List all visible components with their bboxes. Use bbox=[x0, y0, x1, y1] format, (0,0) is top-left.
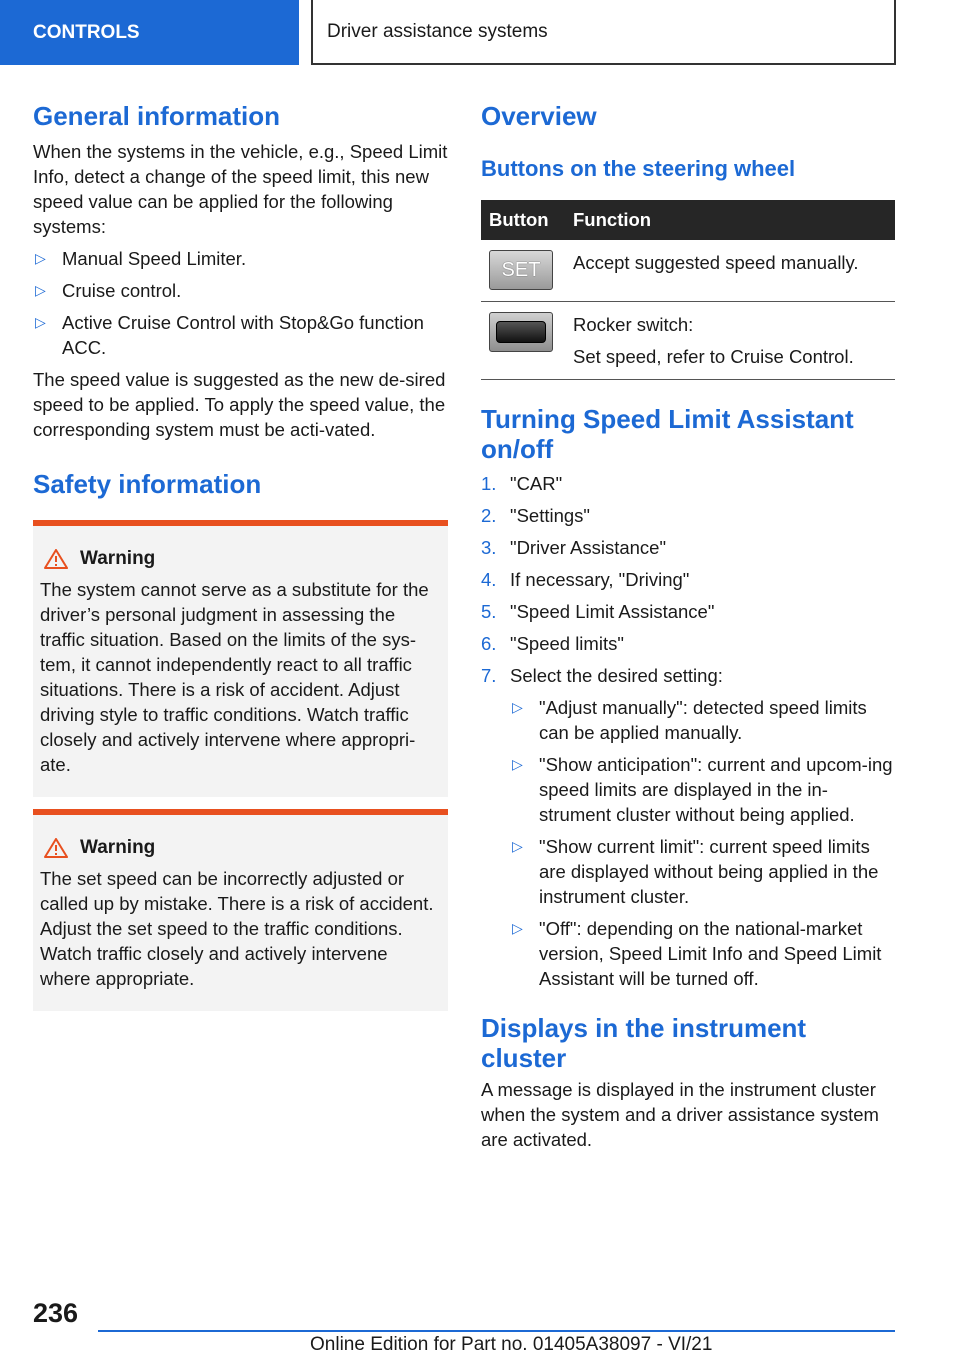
list-item: ▷ Active Cruise Control with Stop&Go function ACC. bbox=[35, 312, 424, 358]
section-tab bbox=[0, 0, 299, 65]
general-outro: The speed value is suggested as the new de-sired speed to be applied. To apply the speed value, the corresponding system must be acti-vated. bbox=[33, 369, 446, 440]
list-item: ▷ Cruise control. bbox=[35, 280, 182, 301]
function-text: Rocker switch: bbox=[573, 314, 694, 335]
table-row bbox=[481, 240, 895, 302]
triangle-bullet-icon: ▷ bbox=[512, 756, 523, 772]
setting-options-list bbox=[510, 695, 895, 991]
warning-text: The system cannot serve as a substitute for the driver’s personal judgment in assessing the traffic situation. Based on the limits of the sys-tem, it cannot independently react to all traffic situations. There is a risk of accident. Adjust driving style to traffic conditions. Watch traffic closely and actively intervene where appropri-ate. bbox=[40, 579, 429, 775]
steps-list bbox=[481, 471, 895, 991]
set-button-icon: SET bbox=[489, 250, 553, 290]
list-item: ▷ Manual Speed Limiter. bbox=[35, 248, 247, 269]
warning-box bbox=[33, 520, 448, 797]
warning-triangle-icon bbox=[44, 838, 68, 858]
page-number: 236 bbox=[33, 1298, 79, 1328]
warning-title: Warning bbox=[40, 546, 442, 572]
safety-information-heading: Safety information bbox=[33, 469, 262, 499]
list-item: 5. "Speed Limit Assistance" bbox=[481, 601, 715, 622]
overview-heading: Overview bbox=[481, 101, 597, 131]
rocker-switch-icon bbox=[489, 312, 553, 352]
list-item: 2. "Settings" bbox=[481, 505, 590, 526]
displays-heading: Displays in the instrument cluster bbox=[481, 1013, 807, 1073]
list-item: 6. "Speed limits" bbox=[481, 633, 624, 654]
list-item: ▷ "Show current limit": current speed limits are displayed without being applied in the instrument cluster. bbox=[512, 836, 879, 907]
list-item: 1. "CAR" bbox=[481, 473, 563, 494]
section-label: CONTROLS bbox=[33, 21, 140, 43]
turning-assistant-heading: Turning Speed Limit Assistant on/off bbox=[481, 404, 854, 464]
triangle-bullet-icon: ▷ bbox=[512, 920, 523, 936]
warning-title: Warning bbox=[40, 835, 442, 861]
warning-text: The set speed can be incorrectly adjusted or called up by mistake. There is a risk of accident. Adjust the set speed to the traffic conditions. Watch traffic closely and actively intervene where appropriate. bbox=[40, 868, 434, 989]
list-item: ▷ "Off": depending on the national-market version, Speed Limit Info and Speed Limit Assistant will be turned off. bbox=[512, 918, 882, 989]
warning-box bbox=[33, 809, 448, 1011]
triangle-bullet-icon: ▷ bbox=[35, 250, 46, 266]
list-item: 3. "Driver Assistance" bbox=[481, 537, 667, 558]
triangle-bullet-icon: ▷ bbox=[35, 282, 46, 298]
edition-text: Online Edition for Part no. 01405A38097 - VI/21 bbox=[310, 1334, 713, 1355]
displays-text: A message is displayed in the instrument cluster when the system and a driver assistance system are activated. bbox=[481, 1079, 879, 1150]
chapter-label: Driver assistance systems bbox=[327, 20, 548, 42]
warning-triangle-icon bbox=[44, 549, 68, 569]
general-system-list bbox=[33, 246, 448, 360]
general-intro: When the systems in the vehicle, e.g., Speed Limit Info, detect a change of the speed limit, this new speed value can be applied for the following systems: bbox=[33, 141, 448, 237]
column-header-function: Function bbox=[565, 200, 895, 240]
function-text: Set speed, refer to Cruise Control. bbox=[573, 346, 854, 367]
function-text: Accept suggested speed manually. bbox=[573, 252, 859, 273]
list-item: 4. If necessary, "Driving" bbox=[481, 569, 690, 590]
list-item: ▷ "Adjust manually": detected speed limits can be applied manually. bbox=[512, 697, 867, 743]
triangle-bullet-icon: ▷ bbox=[512, 699, 523, 715]
left-column bbox=[33, 100, 448, 1011]
button-function-table bbox=[481, 200, 895, 380]
list-item: 7. Select the desired setting: ▷ "Adjust manually": detected speed limits can be applied manually. ▷ "Show anticipation": current and upcom-ing speed limits are displayed in the in-strument cluster without being applied. ▷ "Show current limit": current speed limits are displayed without being applied in the instrument cluster. ▷ "Off": depending on the national-market version, Speed Limit Info and Speed Limit Assistant will be turned off. bbox=[481, 663, 895, 991]
triangle-bullet-icon: ▷ bbox=[35, 314, 46, 330]
chapter-tab bbox=[311, 0, 896, 65]
triangle-bullet-icon: ▷ bbox=[512, 838, 523, 854]
steering-buttons-heading: Buttons on the steering wheel bbox=[481, 156, 796, 181]
list-item: ▷ "Show anticipation": current and upcom-ing speed limits are displayed in the in-strument cluster without being applied. bbox=[512, 754, 893, 825]
table-row bbox=[481, 302, 895, 380]
right-column bbox=[481, 100, 895, 1152]
table-header-row bbox=[481, 200, 895, 240]
footer-divider bbox=[98, 1330, 895, 1332]
column-header-button: Button bbox=[481, 200, 565, 240]
general-information-heading: General information bbox=[33, 101, 281, 131]
